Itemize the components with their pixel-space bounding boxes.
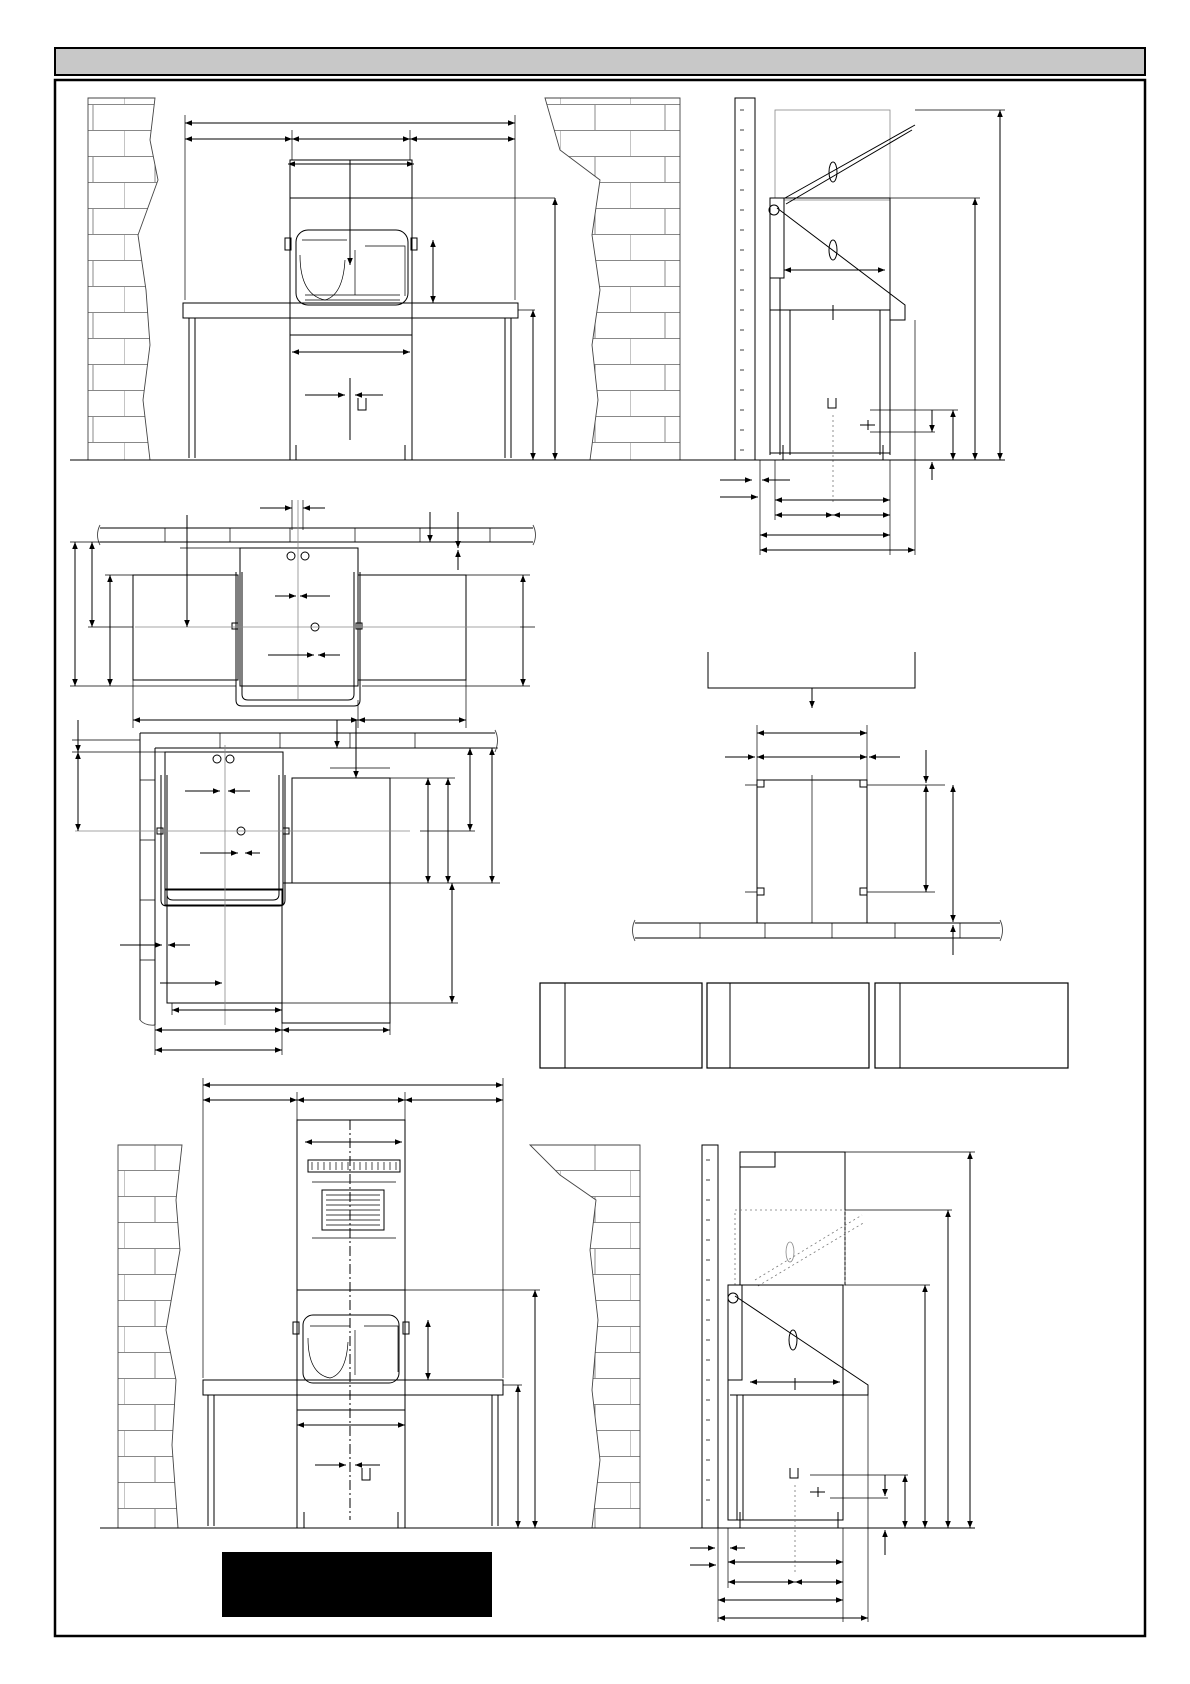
side-elevation-view (70, 98, 1005, 555)
legend-boxes (540, 983, 1068, 1068)
brick-wall-left (88, 98, 158, 460)
side-elevation-tall-view (650, 1145, 975, 1622)
black-info-block (222, 1552, 492, 1617)
legend-box-1 (540, 983, 702, 1068)
front-elevation-view (70, 98, 690, 460)
plan-view-corner (72, 720, 500, 1055)
header-band (55, 48, 1145, 75)
brick-wall-left-lower (118, 1145, 182, 1528)
base-plan-detail (633, 652, 1003, 955)
legend-box-3 (875, 983, 1068, 1068)
brick-wall-right-lower (530, 1145, 640, 1528)
plan-view-straight (70, 500, 536, 728)
brick-wall-right (545, 98, 680, 460)
front-elevation-tall-view (100, 1078, 650, 1528)
legend-box-2 (707, 983, 869, 1068)
